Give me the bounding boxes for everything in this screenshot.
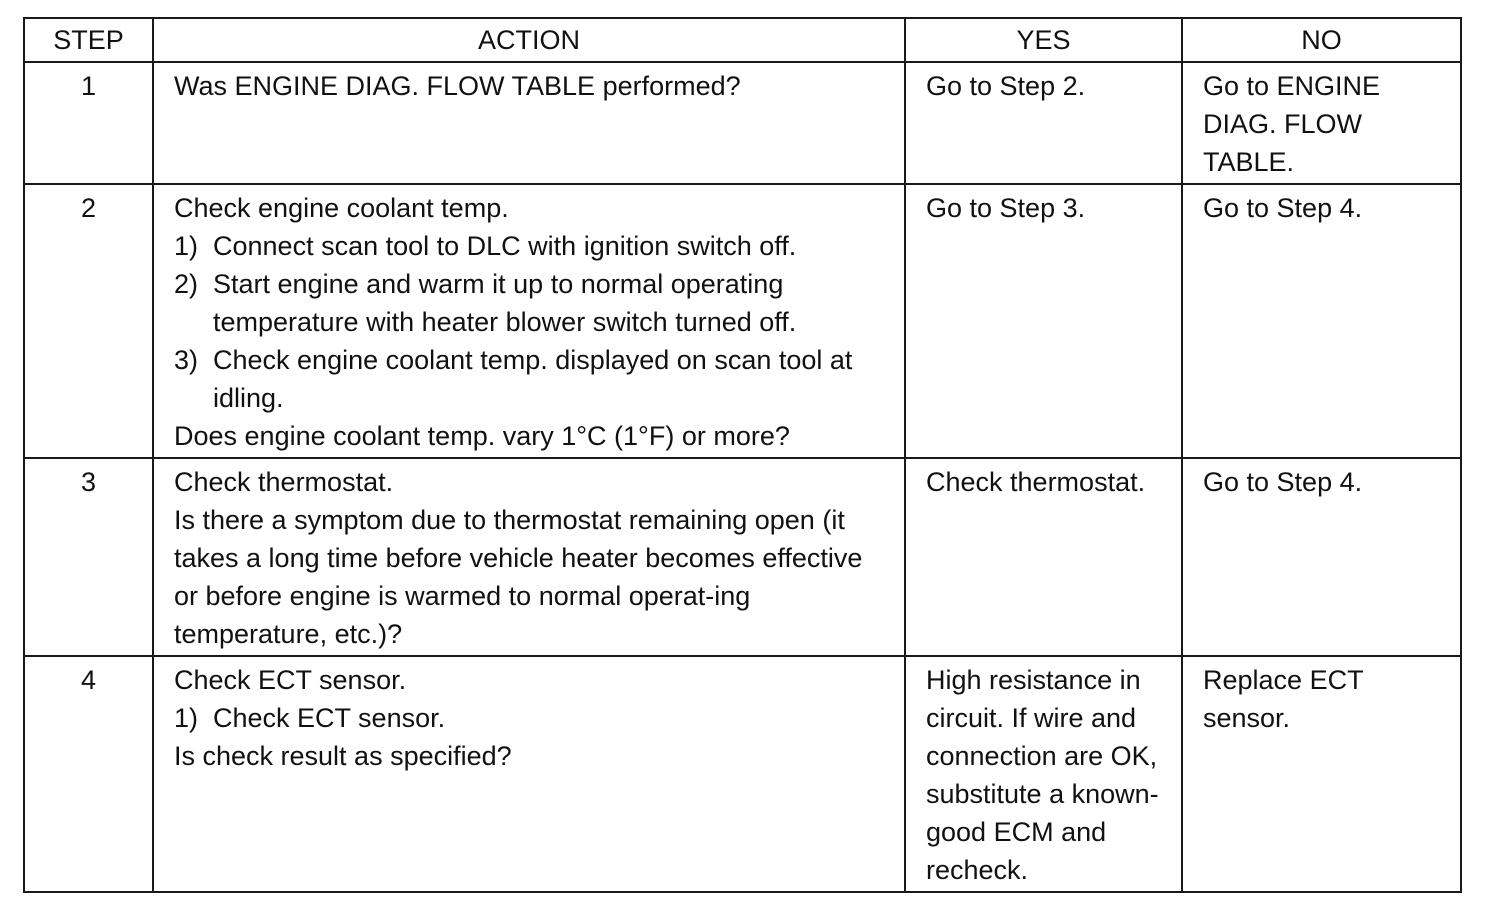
- action-substep: 1) Check ECT sensor.: [174, 703, 446, 733]
- action-text: Was ENGINE DIAG. FLOW TABLE performed?: [174, 71, 741, 101]
- table-row: [24, 656, 1461, 892]
- action-substep: 2) Start engine and warm it up to normal operating temperature with heater blower switch turned off.: [174, 269, 797, 337]
- header-yes: YES: [905, 18, 1182, 62]
- step-number: 4: [24, 656, 153, 892]
- yes-cell: Go to Step 2.: [905, 62, 1182, 184]
- action-substep: 3) Check engine coolant temp. displayed on scan tool at idling.: [174, 345, 853, 413]
- header-step: STEP: [24, 18, 153, 62]
- action-cell: [153, 656, 905, 892]
- table-row: [24, 62, 1461, 184]
- header-row: [24, 18, 1461, 62]
- action-cell: [153, 184, 905, 458]
- yes-cell: High resistance in circuit. If wire and connection are OK, substitute a known-good ECM and recheck.: [905, 656, 1182, 892]
- action-text: Check engine coolant temp.: [174, 193, 509, 223]
- yes-cell: Go to Step 3.: [905, 184, 1182, 458]
- no-cell: Go to Step 4.: [1182, 184, 1461, 458]
- no-cell: Go to ENGINE DIAG. FLOW TABLE.: [1182, 62, 1461, 184]
- header-no: NO: [1182, 18, 1461, 62]
- table-row: [24, 458, 1461, 656]
- diagnostic-table: [23, 17, 1462, 893]
- action-cell: [153, 458, 905, 656]
- yes-cell: Check thermostat.: [905, 458, 1182, 656]
- action-substep: 1) Connect scan tool to DLC with ignition switch off.: [174, 231, 797, 261]
- action-question: Is there a symptom due to thermostat remaining open (it takes a long time before vehicle heater becomes effective or before engine is warmed to normal operat-ing temperature, etc.)?: [174, 505, 863, 649]
- action-question: Is check result as specified?: [174, 741, 512, 771]
- header-action: ACTION: [153, 18, 905, 62]
- action-text: Check ECT sensor.: [174, 665, 407, 695]
- step-number: 1: [24, 62, 153, 184]
- step-number: 3: [24, 458, 153, 656]
- no-cell: Replace ECT sensor.: [1182, 656, 1461, 892]
- action-text: Check thermostat.: [174, 467, 394, 497]
- no-cell: Go to Step 4.: [1182, 458, 1461, 656]
- action-question: Does engine coolant temp. vary 1°C (1°F) or more?: [174, 421, 790, 451]
- table-row: [24, 184, 1461, 458]
- step-number: 2: [24, 184, 153, 458]
- action-cell: [153, 62, 905, 184]
